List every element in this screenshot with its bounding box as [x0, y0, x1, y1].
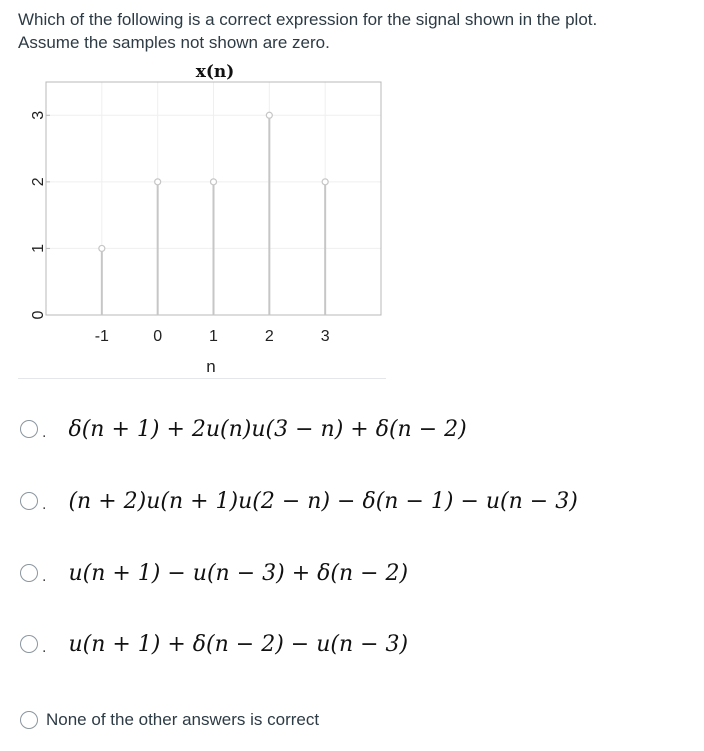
- x-tick-label: 0: [153, 328, 163, 345]
- x-axis-label: n: [206, 357, 216, 376]
- y-tick-label: 1: [30, 243, 48, 253]
- chart-title: x(n): [195, 62, 235, 82]
- option-marker: .: [42, 424, 47, 441]
- stem-marker: [99, 245, 105, 251]
- x-tick-label: 3: [320, 328, 330, 345]
- stem-marker: [266, 112, 272, 118]
- answer-option-5[interactable]: [20, 703, 319, 737]
- option-expression: (n + 2)u(n + 1)u(2 − n) − δ(n − 1) − u(n − 3): [68, 488, 578, 514]
- stem-plot: [0, 0, 400, 380]
- y-tick-label: 0: [30, 310, 48, 320]
- radio-button-icon[interactable]: [20, 492, 38, 510]
- option-expression: u(n + 1) + δ(n − 2) − u(n − 3): [68, 631, 409, 657]
- question-line-2: Assume the samples not shown are zero.: [18, 33, 330, 52]
- radio-button-icon[interactable]: [20, 564, 38, 582]
- x-tick-label: 2: [264, 328, 274, 345]
- option-marker: .: [42, 639, 47, 656]
- x-tick-label: -1: [94, 328, 109, 345]
- stem-marker: [211, 179, 217, 185]
- radio-button-icon[interactable]: [20, 635, 38, 653]
- radio-button-icon[interactable]: [20, 420, 38, 438]
- y-tick-label: 3: [30, 110, 48, 120]
- question-line-1: Which of the following is a correct expression for the signal shown in the plot.: [18, 10, 598, 29]
- answer-option-4[interactable]: [20, 627, 408, 661]
- option-marker: .: [42, 496, 47, 513]
- divider: [18, 378, 386, 379]
- option-label: None of the other answers is correct: [46, 710, 320, 729]
- stem-marker: [322, 179, 328, 185]
- option-expression: δ(n + 1) + 2u(n)u(3 − n) + δ(n − 2): [68, 416, 467, 442]
- radio-button-icon[interactable]: [20, 711, 38, 729]
- y-tick-label: 2: [30, 177, 48, 187]
- answer-option-2[interactable]: [20, 484, 578, 518]
- stem-marker: [155, 179, 161, 185]
- option-marker: .: [42, 568, 47, 585]
- option-expression: u(n + 1) − u(n − 3) + δ(n − 2): [68, 560, 409, 586]
- answer-option-3[interactable]: [20, 556, 408, 590]
- x-tick-label: 1: [209, 328, 218, 345]
- answer-option-1[interactable]: [20, 412, 467, 446]
